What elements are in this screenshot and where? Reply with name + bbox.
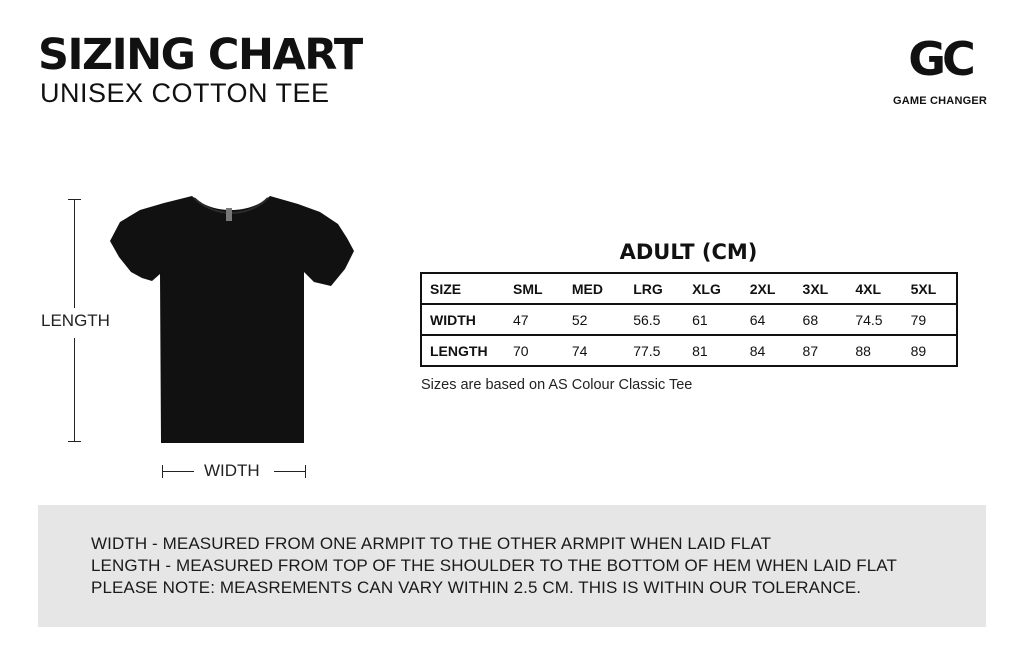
table-cell: 52 xyxy=(564,304,625,335)
table-cell: 74 xyxy=(564,335,625,366)
table-cell: 81 xyxy=(684,335,742,366)
page-subtitle: UNISEX COTTON TEE xyxy=(40,78,330,108)
table-cell: 89 xyxy=(903,335,957,366)
info-line-length: LENGTH - MEASURED FROM TOP OF THE SHOULDER TO THE BOTTOM OF HEM WHEN LAID FLAT xyxy=(91,556,897,575)
length-label: LENGTH xyxy=(41,311,110,330)
table-row xyxy=(421,335,957,366)
page-title: SIZING CHART xyxy=(38,30,362,80)
size-table-note: Sizes are based on AS Colour Classic Tee xyxy=(421,377,693,393)
column-header: 5XL xyxy=(903,273,957,304)
table-cell: 64 xyxy=(742,304,795,335)
column-header: MED xyxy=(564,273,625,304)
row-label: LENGTH xyxy=(421,335,505,366)
column-header: SML xyxy=(505,273,564,304)
table-cell: 74.5 xyxy=(847,304,902,335)
table-cell: 88 xyxy=(847,335,902,366)
logo-text: GAME CHANGER xyxy=(892,95,988,107)
table-cell: 70 xyxy=(505,335,564,366)
info-line-width: WIDTH - MEASURED FROM ONE ARMPIT TO THE OTHER ARMPIT WHEN LAID FLAT xyxy=(91,534,772,553)
brand-logo xyxy=(888,32,992,112)
tshirt-illustration xyxy=(108,194,356,446)
table-header-row xyxy=(421,273,957,304)
table-cell: 47 xyxy=(505,304,564,335)
width-label: WIDTH xyxy=(204,461,260,480)
length-arrow-line-bottom xyxy=(74,338,75,442)
column-header: 4XL xyxy=(847,273,902,304)
table-cell: 84 xyxy=(742,335,795,366)
logo-mark: GC xyxy=(908,32,972,86)
length-arrow-cap-bottom xyxy=(68,441,81,442)
length-arrow-line-top xyxy=(74,200,75,308)
table-row xyxy=(421,304,957,335)
width-arrow-line-left xyxy=(162,471,194,472)
table-cell: 77.5 xyxy=(625,335,684,366)
column-header: SIZE xyxy=(421,273,505,304)
column-header: 3XL xyxy=(795,273,848,304)
size-table-title: ADULT (CM) xyxy=(619,240,758,264)
table-cell: 79 xyxy=(903,304,957,335)
width-arrow-line-right xyxy=(274,471,306,472)
column-header: LRG xyxy=(625,273,684,304)
table-cell: 68 xyxy=(795,304,848,335)
measurement-info-box xyxy=(38,505,986,627)
size-table xyxy=(420,272,958,367)
info-line-tolerance: PLEASE NOTE: MEASREMENTS CAN VARY WITHIN 2.5 CM. THIS IS WITHIN OUR TOLERANCE. xyxy=(91,578,862,597)
width-arrow-cap-right xyxy=(305,465,306,478)
column-header: 2XL xyxy=(742,273,795,304)
tshirt-body xyxy=(110,196,354,443)
table-cell: 56.5 xyxy=(625,304,684,335)
table-cell: 61 xyxy=(684,304,742,335)
row-label: WIDTH xyxy=(421,304,505,335)
column-header: XLG xyxy=(684,273,742,304)
table-cell: 87 xyxy=(795,335,848,366)
tshirt-neck-label xyxy=(226,208,232,221)
